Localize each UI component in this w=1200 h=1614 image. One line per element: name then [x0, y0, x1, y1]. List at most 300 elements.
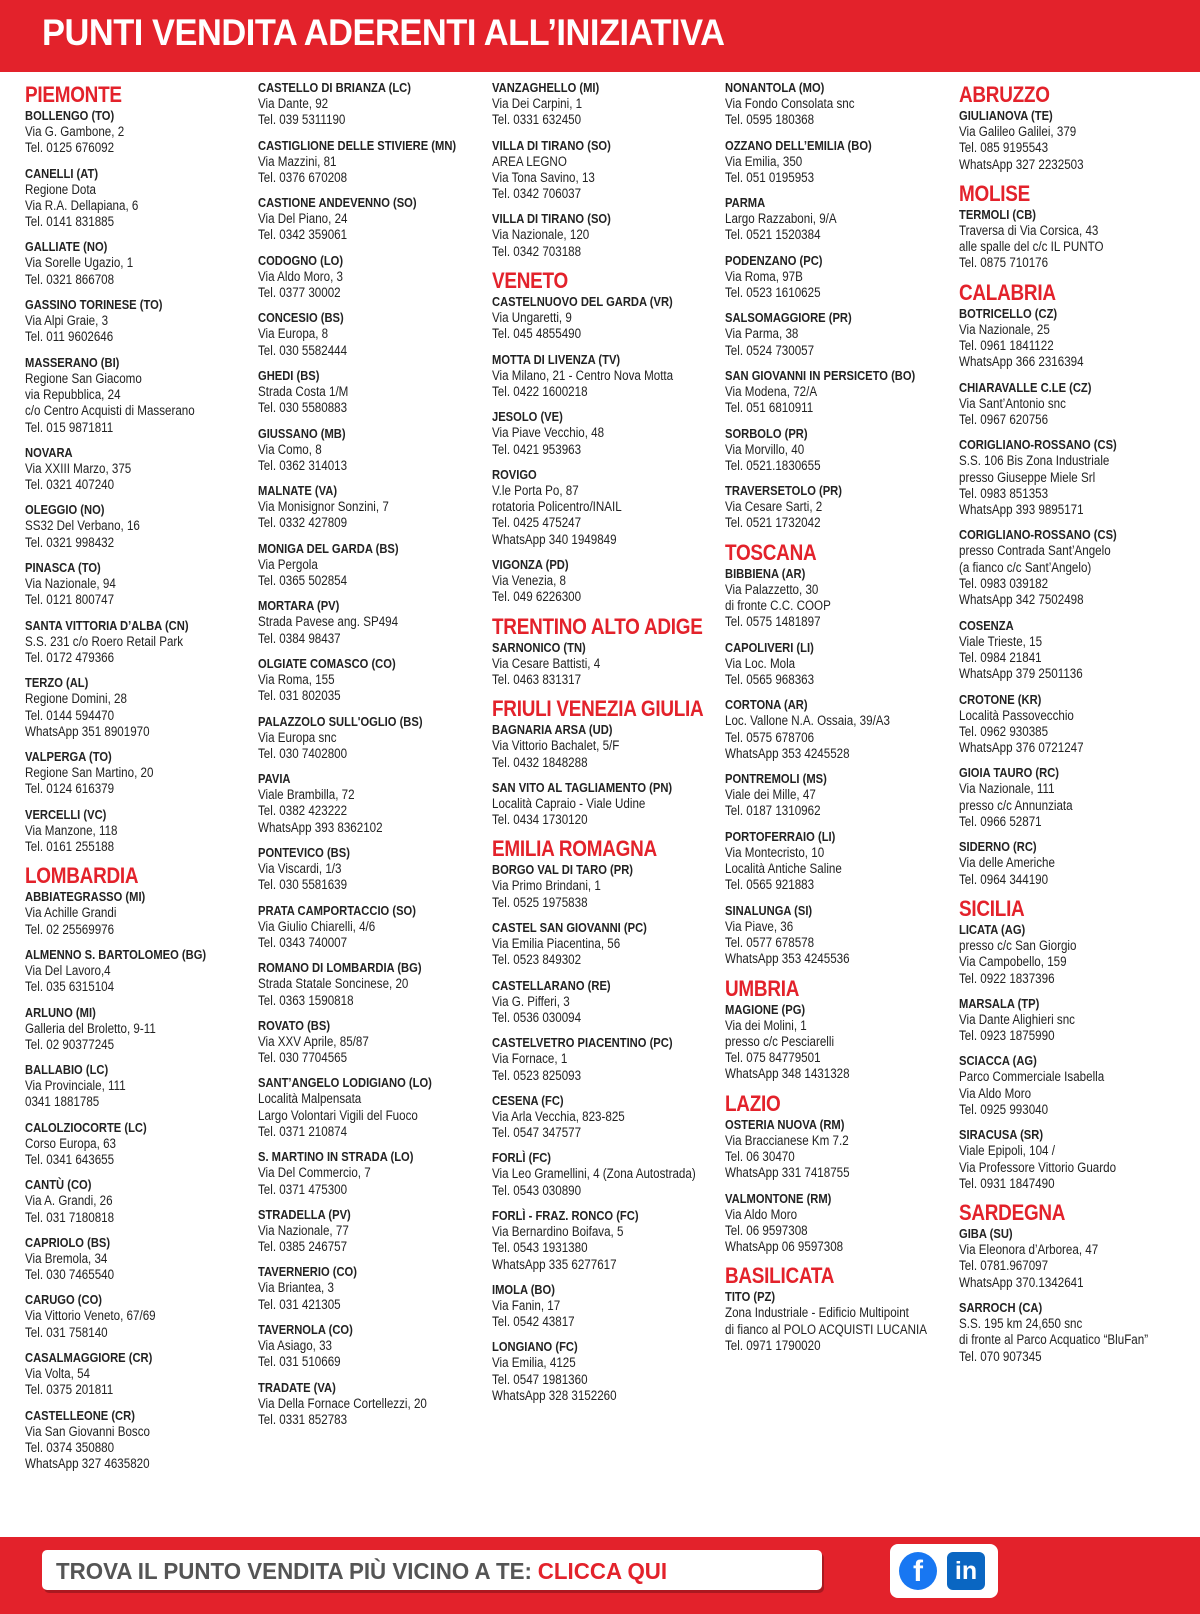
store-entry	[725, 310, 950, 359]
store-name: GALLIATE (NO)	[25, 239, 108, 255]
store-detail-line: Via Vittorio Veneto, 67/69	[25, 1308, 156, 1324]
cta-text: TROVA IL PUNTO VENDITA PIÙ VICINO A TE:	[56, 1558, 532, 1584]
store-detail-line: WhatsApp 393 8362102	[258, 819, 383, 835]
store-detail-line: WhatsApp 353 4245528	[725, 745, 850, 761]
store-detail-line: Tel. 0141 831885	[25, 214, 115, 230]
store-entry	[492, 1282, 717, 1331]
store-detail-line: Tel. 0565 921883	[725, 877, 815, 893]
store-entry	[258, 483, 483, 532]
store-detail-line: Tel. 030 7465540	[25, 1267, 115, 1283]
store-detail-line: Via Dante, 92	[258, 96, 329, 111]
store-detail-line: WhatsApp 376 0721247	[959, 740, 1084, 756]
store-entry	[258, 368, 483, 417]
store-detail-line: presso Contrada Sant’Angelo	[959, 543, 1111, 559]
store-entry	[258, 845, 483, 894]
store-detail-line: Tel. 0595 180368	[725, 112, 815, 128]
store-detail-line: Tel. 0161 255188	[25, 839, 115, 855]
store-name: ROVATO (BS)	[258, 1017, 331, 1033]
store-detail-line: Via Mazzini, 81	[258, 153, 337, 169]
store-detail-line: S.S. 231 c/o Roero Retail Park	[25, 633, 184, 649]
store-detail-line: Via Campobello, 159	[959, 954, 1067, 970]
store-name: CORIGLIANO-ROSSANO (CS)	[959, 437, 1117, 453]
store-detail-line: Tel. 030 5582444	[258, 342, 348, 358]
social-links	[890, 1544, 998, 1598]
store-entry	[492, 467, 717, 548]
store-entry	[492, 978, 717, 1027]
store-detail-line: Tel. 0425 475247	[492, 515, 582, 531]
store-name: GIULIANOVA (TE)	[959, 108, 1053, 123]
store-name: BAGNARIA ARSA (UD)	[492, 722, 613, 738]
store-entry	[725, 426, 950, 475]
store-detail-line: WhatsApp 06 9597308	[725, 1239, 844, 1255]
store-detail-line: Tel. 0542 43817	[492, 1314, 575, 1330]
store-detail-line: Tel. 011 9602646	[25, 329, 114, 345]
store-detail-line: rotatoria Policentro/INAIL	[492, 499, 622, 515]
store-entry	[25, 807, 250, 856]
store-column	[258, 80, 483, 1437]
store-detail-line: WhatsApp 327 4635820	[25, 1456, 150, 1472]
store-detail-line: Tel. 06 9597308	[725, 1222, 808, 1238]
store-detail-line: Tel. 0964 344190	[959, 871, 1049, 887]
store-entry	[725, 253, 950, 302]
store-detail-line: Tel. 0382 423222	[258, 803, 348, 819]
store-entry	[959, 306, 1184, 371]
store-detail-line: Via Palazzetto, 30	[725, 581, 819, 597]
store-entry	[25, 1177, 250, 1226]
store-detail-line: Tel. 051 6810911	[725, 400, 814, 416]
store-detail-line: Tel. 0575 1481897	[725, 614, 821, 630]
store-entry	[725, 566, 950, 631]
store-detail-line: WhatsApp 340 1949849	[492, 531, 617, 547]
store-name: BALLABIO (LC)	[25, 1062, 109, 1078]
store-entry	[25, 297, 250, 346]
store-detail-line: Tel. 0321 407240	[25, 477, 115, 493]
store-detail-line: SS32 Del Verbano, 16	[25, 518, 140, 534]
store-detail-line: Via Cesare Battisti, 4	[492, 655, 601, 671]
store-detail-line: WhatsApp 328 3152260	[492, 1388, 617, 1404]
store-entry	[492, 557, 717, 606]
store-name: VILLA DI TIRANO (SO)	[492, 137, 611, 153]
store-name: CESENA (FC)	[492, 1092, 564, 1108]
store-detail-line: Via Piave, 36	[725, 918, 794, 934]
store-detail-line: Viale Epipoli, 104 /	[959, 1143, 1055, 1159]
store-entry	[25, 560, 250, 609]
store-name: CASTEL SAN GIOVANNI (PC)	[492, 920, 647, 936]
store-name: COSENZA	[959, 617, 1014, 633]
store-detail-line: WhatsApp 379 2501136	[959, 666, 1083, 682]
store-detail-line: Via Venezia, 8	[492, 573, 567, 589]
store-name: PRATA CAMPORTACCIO (SO)	[258, 902, 416, 918]
store-name: OLEGGIO (NO)	[25, 502, 105, 518]
store-detail-line: Tel. 0124 616379	[25, 781, 115, 797]
store-name: PONTEVICO (BS)	[258, 845, 350, 861]
store-detail-line: Via Aldo Moro, 3	[258, 268, 343, 284]
store-name: VALPERGA (TO)	[25, 749, 112, 765]
store-detail-line: Tel. 085 9195543	[959, 140, 1049, 156]
store-detail-line: Via Fornace, 1	[492, 1051, 568, 1067]
store-name: TRADATE (VA)	[258, 1379, 336, 1395]
store-name: MALNATE (VA)	[258, 483, 338, 499]
store-name: ROVIGO	[492, 466, 537, 482]
store-detail-line: Via Modena, 72/A	[725, 383, 818, 399]
store-name: SARROCH (CA)	[959, 1300, 1043, 1316]
store-detail-line: WhatsApp 331 7418755	[725, 1165, 850, 1181]
find-store-cta-button[interactable]	[42, 1550, 822, 1590]
store-entry	[258, 1264, 483, 1313]
linkedin-icon[interactable]: in	[947, 1552, 985, 1590]
store-detail-line: Via Emilia, 350	[725, 153, 803, 169]
store-entry	[25, 1235, 250, 1284]
store-name: SINALUNGA (SI)	[725, 902, 813, 918]
store-detail-line: Tel. 0523 825093	[492, 1067, 582, 1083]
store-detail-line: Tel. 030 5580883	[258, 400, 348, 416]
store-detail-line: Tel. 0925 993040	[959, 1101, 1049, 1117]
store-detail-line: Tel. 0575 678706	[725, 729, 815, 745]
store-detail-line: S.S. 195 km 24,650 snc	[959, 1316, 1083, 1332]
store-detail-line: WhatsApp 327 2232503	[959, 156, 1084, 172]
store-detail-line: Tel. 051 0195953	[725, 169, 815, 185]
store-name: LICATA (AG)	[959, 921, 1026, 937]
region-heading: MOLISE	[959, 180, 1030, 206]
store-detail-line: Tel. 0377 30002	[258, 285, 341, 301]
facebook-icon[interactable]: f	[899, 1552, 937, 1590]
page-header	[0, 0, 1200, 72]
store-detail-line: Tel. 0365 502854	[258, 573, 348, 589]
store-column	[25, 80, 250, 1482]
store-name: CASTIGLIONE DELLE STIVIERE (MN)	[258, 137, 457, 153]
store-detail-line: Tel. 0343 740007	[258, 934, 348, 950]
region-heading: SARDEGNA	[959, 1200, 1066, 1226]
region-heading: LAZIO	[725, 1090, 781, 1116]
store-detail-line: Parco Commerciale Isabella	[959, 1069, 1105, 1085]
store-detail-line: Tel. 015 9871811	[25, 419, 114, 435]
store-name: SARNONICO (TN)	[492, 639, 586, 655]
store-detail-line: Via Emilia Piacentina, 56	[492, 936, 621, 952]
store-detail-line: Tel. 0341 643655	[25, 1151, 115, 1167]
store-name: SIRACUSA (SR)	[959, 1127, 1044, 1143]
store-detail-line: Strada Statale Soncinese, 20	[258, 976, 409, 992]
store-entry	[258, 138, 483, 187]
store-name: CANELLI (AT)	[25, 165, 99, 181]
store-detail-line: Tel. 06 30470	[725, 1148, 795, 1164]
store-detail-line: Via Volta, 54	[25, 1366, 90, 1382]
store-detail-line: AREA LEGNO	[492, 153, 567, 169]
store-detail-line: Tel. 031 7180818	[25, 1209, 115, 1225]
store-detail-line: WhatsApp 342 7502498	[959, 592, 1084, 608]
store-entry	[725, 1191, 950, 1256]
store-entry	[25, 1005, 250, 1054]
store-detail-line: Tel. 0923 1875990	[959, 1028, 1055, 1044]
store-detail-line: Viale dei Mille, 47	[725, 787, 816, 803]
store-name: VANZAGHELLO (MI)	[492, 80, 600, 95]
store-detail-line: Tel. 0966 52871	[959, 814, 1042, 830]
store-name: OLGIATE COMASCO (CO)	[258, 655, 396, 671]
store-detail-line: Via XXIII Marzo, 375	[25, 460, 132, 476]
region-heading: BASILICATA	[725, 1263, 835, 1289]
store-detail-line: Via Ungaretti, 9	[492, 310, 572, 326]
store-detail-line: Via Eleonora d’Arborea, 47	[959, 1242, 1099, 1258]
store-name: CAPOLIVERI (LI)	[725, 639, 814, 655]
store-name: ABBIATEGRASSO (MI)	[25, 889, 146, 905]
store-detail-line: Loc. Vallone N.A. Ossaia, 39/A3	[725, 713, 890, 729]
store-detail-line: Zona Industriale - Edificio Multipoint	[725, 1305, 909, 1321]
store-name: CASTELNUOVO DEL GARDA (VR)	[492, 294, 673, 310]
store-detail-line: Via delle Americhe	[959, 855, 1055, 871]
store-entry	[25, 618, 250, 667]
store-detail-line: presso c/c Pesciarelli	[725, 1033, 835, 1049]
store-detail-line: Tel. 0463 831317	[492, 671, 582, 687]
store-detail-line: Tel. 0375 201811	[25, 1382, 114, 1398]
region-heading: VENETO	[492, 268, 568, 294]
store-name: CASTELVETRO PIACENTINO (PC)	[492, 1035, 673, 1051]
store-entry	[258, 80, 483, 129]
cta-label	[56, 1558, 667, 1585]
store-detail-line: Via Montecristo, 10	[725, 844, 825, 860]
store-entry	[258, 1322, 483, 1371]
store-entry	[725, 483, 950, 532]
store-detail-line: Tel. 0385 246757	[258, 1239, 348, 1255]
store-name: PARMA	[725, 195, 766, 211]
store-detail-line: Via Bernardino Boifava, 5	[492, 1223, 624, 1239]
store-detail-line: Via Professore Vittorio Guardo	[959, 1159, 1117, 1175]
store-name: PORTOFERRAIO (LI)	[725, 828, 836, 844]
store-name: FORLÌ (FC)	[492, 1150, 551, 1166]
store-entry	[492, 1339, 717, 1404]
store-detail-line: Tel. 0331 632450	[492, 112, 582, 128]
store-name: BIBBIENA (AR)	[725, 565, 806, 581]
store-detail-line: Località Passovecchio	[959, 707, 1074, 723]
store-detail-line: S.S. 106 Bis Zona Industriale	[959, 453, 1110, 469]
store-detail-line: Tel. 0543 1931380	[492, 1240, 588, 1256]
store-detail-line: Tel. 0523 1610625	[725, 285, 821, 301]
store-detail-line: Tel. 0363 1590818	[258, 992, 354, 1008]
store-detail-line: Tel. 0922 1837396	[959, 970, 1055, 986]
store-entry	[492, 780, 717, 829]
store-detail-line: Via Sorelle Ugazio, 1	[25, 255, 134, 271]
store-name: CALOLZIOCORTE (LC)	[25, 1119, 147, 1135]
store-entry	[25, 947, 250, 996]
store-entry	[492, 862, 717, 911]
store-detail-line: Tel. 0371 475300	[258, 1181, 348, 1197]
store-entry	[725, 195, 950, 244]
region-heading: ABRUZZO	[959, 82, 1050, 107]
store-detail-line: Via Morvillo, 40	[725, 441, 805, 457]
store-name: OSTERIA NUOVA (RM)	[725, 1116, 845, 1132]
store-entry	[959, 922, 1184, 987]
store-detail-line: Tel. 0342 703188	[492, 243, 582, 259]
store-detail-line: Via Achille Grandi	[25, 905, 117, 921]
store-entry	[492, 138, 717, 203]
store-detail-line: Tel. 0971 1790020	[725, 1338, 821, 1354]
store-detail-line: Tel. 0331 852783	[258, 1411, 348, 1427]
region-heading: EMILIA ROMAGNA	[492, 836, 657, 862]
store-entry	[258, 960, 483, 1009]
store-name: GIOIA TAURO (RC)	[959, 765, 1059, 781]
region-heading: CALABRIA	[959, 279, 1056, 305]
store-name: GIUSSANO (MB)	[258, 425, 346, 441]
store-detail-line: Via G. Pifferi, 3	[492, 993, 570, 1009]
store-detail-line: Regione Domini, 28	[25, 691, 127, 707]
store-detail-line: Via Della Fornace Cortellezzi, 20	[258, 1395, 427, 1411]
store-name: SAN GIOVANNI IN PERSICETO (BO)	[725, 367, 916, 383]
store-entry	[258, 1207, 483, 1256]
store-detail-line: Strada Pavese ang. SP494	[258, 614, 399, 630]
store-detail-line: Tel. 0577 678578	[725, 934, 815, 950]
store-entry	[492, 352, 717, 401]
store-detail-line: Traversa di Via Corsica, 43	[959, 222, 1099, 238]
store-entry	[25, 239, 250, 288]
store-detail-line: Via Como, 8	[258, 441, 322, 457]
store-detail-line: Tel. 0434 1730120	[492, 812, 588, 828]
store-detail-line: Via Nazionale, 120	[492, 227, 590, 243]
store-entry	[725, 640, 950, 689]
store-column	[725, 80, 950, 1363]
store-detail-line: Tel. 039 5311190	[258, 112, 346, 128]
store-detail-line: di fronte al Parco Acquatico “BluFan”	[959, 1332, 1149, 1348]
store-name: TERZO (AL)	[25, 675, 89, 691]
store-detail-line: Tel. 02 90377245	[25, 1036, 115, 1052]
store-detail-line: Tel. 0931 1847490	[959, 1175, 1055, 1191]
store-name: FORLÌ - FRAZ. RONCO (FC)	[492, 1207, 639, 1223]
store-entry	[25, 675, 250, 740]
store-detail-line: Via Asiago, 33	[258, 1338, 333, 1354]
store-detail-line: Tel. 031 758140	[25, 1324, 108, 1340]
store-detail-line: Via Cesare Sarti, 2	[725, 499, 823, 515]
store-detail-line: WhatsApp 335 6277617	[492, 1256, 617, 1272]
store-detail-line: Tel. 0962 930385	[959, 723, 1049, 739]
store-detail-line: Via Parma, 38	[725, 326, 799, 342]
store-name: SALSOMAGGIORE (PR)	[725, 310, 852, 326]
store-detail-line: WhatsApp 366 2316394	[959, 354, 1084, 370]
store-detail-line: Tel. 0421 953963	[492, 441, 582, 457]
store-detail-line: Tel. 0187 1310962	[725, 803, 821, 819]
store-name: MASSERANO (BI)	[25, 354, 120, 370]
store-detail-line: Tel. 0432 1848288	[492, 754, 588, 770]
store-entry	[959, 1127, 1184, 1192]
store-entry	[25, 166, 250, 231]
store-detail-line: Via Dante Alighieri snc	[959, 1011, 1075, 1027]
store-detail-line: Via Loc. Mola	[725, 655, 796, 671]
store-detail-line: Via A. Grandi, 26	[25, 1193, 113, 1209]
store-detail-line: Tel. 049 6226300	[492, 589, 582, 605]
store-detail-line: Via Alpi Graie, 3	[25, 313, 109, 329]
store-detail-line: Via Giulio Chiarelli, 4/6	[258, 918, 376, 934]
store-detail-line: Regione Dota	[25, 181, 97, 197]
store-entry	[25, 1408, 250, 1473]
store-detail-line: (a fianco c/c Sant’Angelo)	[959, 559, 1092, 575]
store-detail-line: Tel. 035 6315104	[25, 979, 115, 995]
store-name: NONANTOLA (MO)	[725, 80, 825, 95]
store-entry	[258, 195, 483, 244]
cta-link[interactable]: CLICCA QUI	[537, 1558, 668, 1584]
store-detail-line: Tel. 030 7704565	[258, 1050, 348, 1066]
store-detail-line: Tel. 0342 359061	[258, 227, 348, 243]
store-entry	[492, 294, 717, 343]
store-name: CHIARAVALLE C.LE (CZ)	[959, 379, 1092, 395]
store-entry	[492, 722, 717, 771]
store-detail-line: Tel. 0983 039182	[959, 576, 1049, 592]
store-entry	[492, 409, 717, 458]
store-detail-line: Tel. 0332 427809	[258, 515, 348, 531]
store-detail-line: Tel. 0422 1600218	[492, 383, 588, 399]
store-detail-line: Tel. 0362 314013	[258, 457, 348, 473]
store-entry	[725, 138, 950, 187]
store-name: JESOLO (VE)	[492, 409, 563, 425]
store-entry	[25, 355, 250, 436]
store-detail-line: WhatsApp 393 9895171	[959, 502, 1084, 518]
store-detail-line: alle spalle del c/c IL PUNTO	[959, 239, 1104, 255]
store-name: CROTONE (KR)	[959, 691, 1042, 707]
store-detail-line: Tel. 0547 1981360	[492, 1371, 588, 1387]
store-name: BORGO VAL DI TARO (PR)	[492, 862, 633, 878]
store-name: STRADELLA (PV)	[258, 1206, 351, 1222]
region-heading: TRENTINO ALTO ADIGE	[492, 613, 703, 639]
store-detail-line: Galleria del Broletto, 9-11	[25, 1020, 156, 1036]
store-detail-line: Via Sant’Antonio snc	[959, 395, 1066, 411]
store-name: BOLLENGO (TO)	[25, 108, 115, 123]
store-name: CORTONA (AR)	[725, 697, 808, 713]
store-detail-line: Via Del Lavoro,4	[25, 962, 111, 978]
region-heading: FRIULI VENEZIA GIULIA	[492, 696, 704, 722]
store-detail-line: di fronte C.C. COOP	[725, 598, 831, 614]
store-entry	[258, 310, 483, 359]
store-name: VERCELLI (VC)	[25, 806, 107, 822]
store-detail-line: Tel. 031 421305	[258, 1296, 341, 1312]
store-entry	[258, 253, 483, 302]
region-heading: TOSCANA	[725, 539, 817, 565]
store-entry	[25, 1062, 250, 1111]
store-detail-line: Via Primo Brindani, 1	[492, 878, 601, 894]
store-entry	[492, 920, 717, 969]
store-name: IMOLA (BO)	[492, 1281, 555, 1297]
store-name: TAVERNOLA (CO)	[258, 1322, 353, 1338]
store-detail-line: Largo Razzaboni, 9/A	[725, 211, 837, 227]
store-name: CONCESIO (BS)	[258, 310, 344, 326]
store-entry	[725, 1117, 950, 1182]
store-entry	[959, 839, 1184, 888]
store-entry	[492, 1093, 717, 1142]
store-entry	[25, 445, 250, 494]
store-entry	[492, 80, 717, 129]
store-detail-line: Via Manzone, 118	[25, 822, 118, 838]
store-detail-line: Tel. 0781.967097	[959, 1258, 1049, 1274]
region-heading: SICILIA	[959, 895, 1025, 921]
store-detail-line: Largo Volontari Vigili del Fuoco	[258, 1107, 418, 1123]
store-name: PAVIA	[258, 771, 291, 787]
store-entry	[25, 108, 250, 157]
store-entry	[959, 1053, 1184, 1118]
store-detail-line: Località Malpensata	[258, 1091, 362, 1107]
store-detail-line: Via Bremola, 34	[25, 1250, 108, 1266]
store-name: CORIGLIANO-ROSSANO (CS)	[959, 527, 1117, 543]
store-detail-line: Tel. 0144 594470	[25, 707, 115, 723]
page-title: PUNTI VENDITA ADERENTI ALL’INIZIATIVA	[42, 12, 725, 53]
store-name: ALMENNO S. BARTOLOMEO (BG)	[25, 946, 207, 962]
store-detail-line: Via Viscardi, 1/3	[258, 861, 342, 877]
store-name: SANT’ANGELO LODIGIANO (LO)	[258, 1075, 432, 1091]
store-detail-line: Via Nazionale, 77	[258, 1222, 349, 1238]
store-name: MORTARA (PV)	[258, 598, 340, 614]
store-entry	[258, 426, 483, 475]
store-detail-line: Viale Trieste, 15	[959, 633, 1043, 649]
store-name: MAGIONE (PG)	[725, 1001, 806, 1017]
store-detail-line: WhatsApp 348 1431328	[725, 1066, 850, 1082]
store-detail-line: Via Emilia, 4125	[492, 1355, 576, 1371]
store-entry	[25, 1120, 250, 1169]
store-detail-line: WhatsApp 370.1342641	[959, 1274, 1084, 1290]
store-name: TITO (PZ)	[725, 1289, 776, 1305]
store-detail-line: Tel. 0547 347577	[492, 1125, 582, 1141]
